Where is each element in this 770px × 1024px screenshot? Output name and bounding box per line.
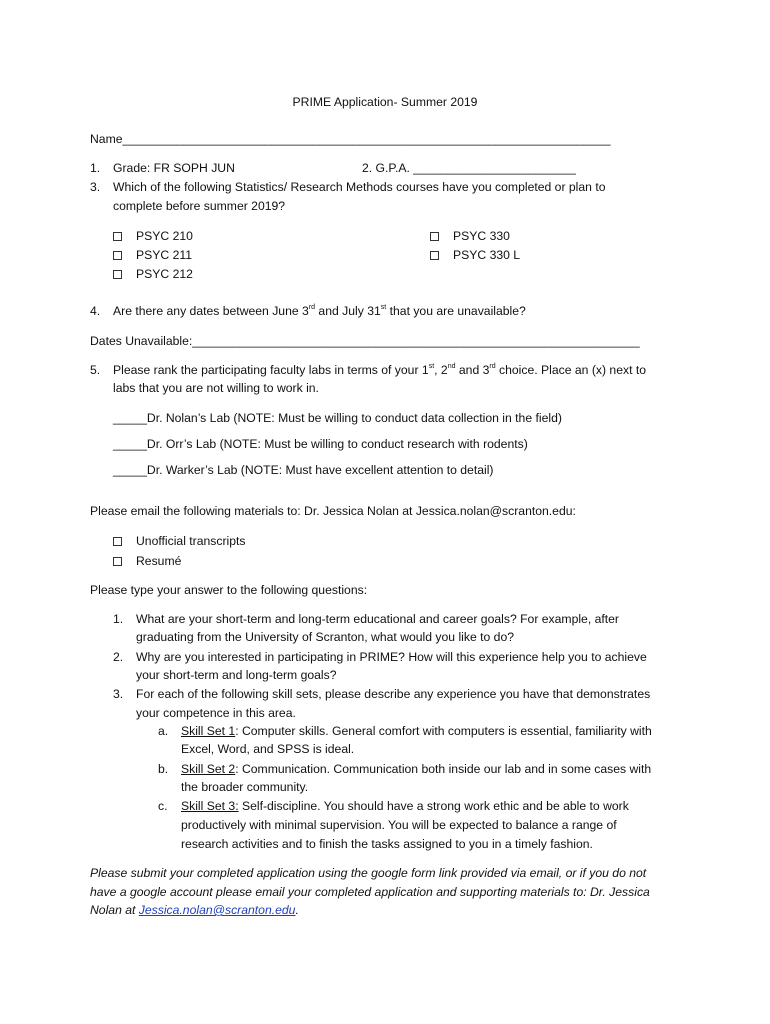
material-label: Unofficial transcripts (136, 534, 246, 548)
interest-question-line1: Why are you interested in participating in PRIME? How will this experience help you to achieve (136, 650, 647, 664)
lab-rank-warker[interactable]: _____Dr. Warker’s Lab (NOTE: Must have excellent attention to detail) (113, 463, 494, 477)
course-label: PSYC 211 (136, 248, 193, 262)
skill-letter: b. (158, 762, 169, 776)
checkbox-psyc-330[interactable] (430, 232, 439, 241)
lab-rank-orr[interactable]: _____Dr. Orr’s Lab (NOTE: Must be willing to conduct research with rodents) (113, 437, 528, 451)
email-link[interactable]: Jessica.nolan@scranton.edu (138, 903, 296, 917)
skill-set-2: Skill Set 2: Communication. Communication both inside our lab and in some cases with (181, 762, 652, 776)
checkbox-psyc-330l[interactable] (430, 251, 439, 260)
submission-instructions-line2: have a google account please email your completed application and supporting materials to: Dr. Jessica (90, 885, 650, 899)
course-label: PSYC 330 L (453, 248, 521, 262)
course-label: PSYC 212 (136, 267, 193, 281)
question-number: 3. (90, 180, 101, 194)
lab-rank-nolan[interactable]: _____Dr. Nolan’s Lab (NOTE: Must be willing to conduct data collection in the field) (113, 411, 562, 425)
skill-letter: a. (158, 724, 169, 738)
question-number: 2. (113, 650, 124, 664)
gpa-field-line[interactable]: 2. G.P.A. ________________________ (362, 161, 576, 175)
email-instructions: Please email the following materials to: Dr. Jessica Nolan at Jessica.nolan@scranton.edu: (90, 504, 576, 518)
goals-question-line1: What are your short-term and long-term educational and career goals? For example, after (136, 612, 619, 626)
submission-instructions-line3: Nolan at Jessica.nolan@scranton.edu. (90, 903, 299, 917)
question-number: 5. (90, 363, 101, 377)
skill-set-3: Skill Set 3: Self-discipline. You should have a strong work ethic and be able to work (181, 799, 629, 813)
dates-question: Are there any dates between June 3rd and July 31st that you are unavailable? (113, 303, 526, 318)
interest-question-line2: your short-term and long-term goals? (136, 668, 337, 682)
question-number: 1. (113, 612, 124, 626)
checkbox-psyc-211[interactable] (113, 251, 122, 260)
skill-set-1: Skill Set 1: Computer skills. General comfort with computers is essential, familiarity with (181, 724, 652, 738)
question-number: 4. (90, 304, 101, 318)
submission-instructions-line1: Please submit your completed application using the google form link provided via email, or if you do not (90, 866, 647, 880)
skill-letter: c. (158, 799, 168, 813)
skill-set-2-line2: the broader community. (181, 780, 309, 794)
goals-question-line2: graduating from the University of Scranton, what would you like to do? (136, 630, 515, 644)
skill-set-3-line3: research activities and to finish the tasks assigned to you in a timely fashion. (181, 837, 593, 851)
skill-set-3-line2: productively with minimal supervision. You will be expected to balance a range of (181, 818, 617, 832)
dates-unavailable-field-line[interactable]: Dates Unavailable:__________________________________________________________________ (90, 334, 640, 348)
skill-set-1-line2: Excel, Word, and SPSS is ideal. (181, 742, 355, 756)
question-number: 3. (113, 687, 124, 701)
checkbox-transcripts[interactable] (113, 537, 122, 546)
checkbox-resume[interactable] (113, 557, 122, 566)
questions-intro: Please type your answer to the following questions: (90, 583, 368, 597)
page-title: PRIME Application- Summer 2019 (292, 95, 478, 109)
course-label: PSYC 210 (136, 229, 193, 243)
courses-question-line1: Which of the following Statistics/ Research Methods courses have you completed or plan to (113, 180, 606, 194)
skills-question-line2: your competence in this area. (136, 706, 296, 720)
rank-labs-question-line1: Please rank the participating faculty labs in terms of your 1st, 2nd and 3rd choice. Place an (x) next to (113, 362, 647, 377)
grade-question: Grade: FR SOPH JUN (113, 161, 235, 175)
skills-question-line1: For each of the following skill sets, please describe any experience you have that demonstrates (136, 687, 651, 701)
course-label: PSYC 330 (453, 229, 510, 243)
courses-question-line2: complete before summer 2019? (113, 199, 286, 213)
question-number: 1. (90, 161, 101, 175)
name-field-line[interactable]: Name________________________________________________________________________ (90, 132, 611, 146)
checkbox-psyc-210[interactable] (113, 232, 122, 241)
material-label: Resumé (136, 554, 182, 568)
checkbox-psyc-212[interactable] (113, 270, 122, 279)
rank-labs-question-line2: labs that you are not willing to work in. (113, 381, 319, 395)
